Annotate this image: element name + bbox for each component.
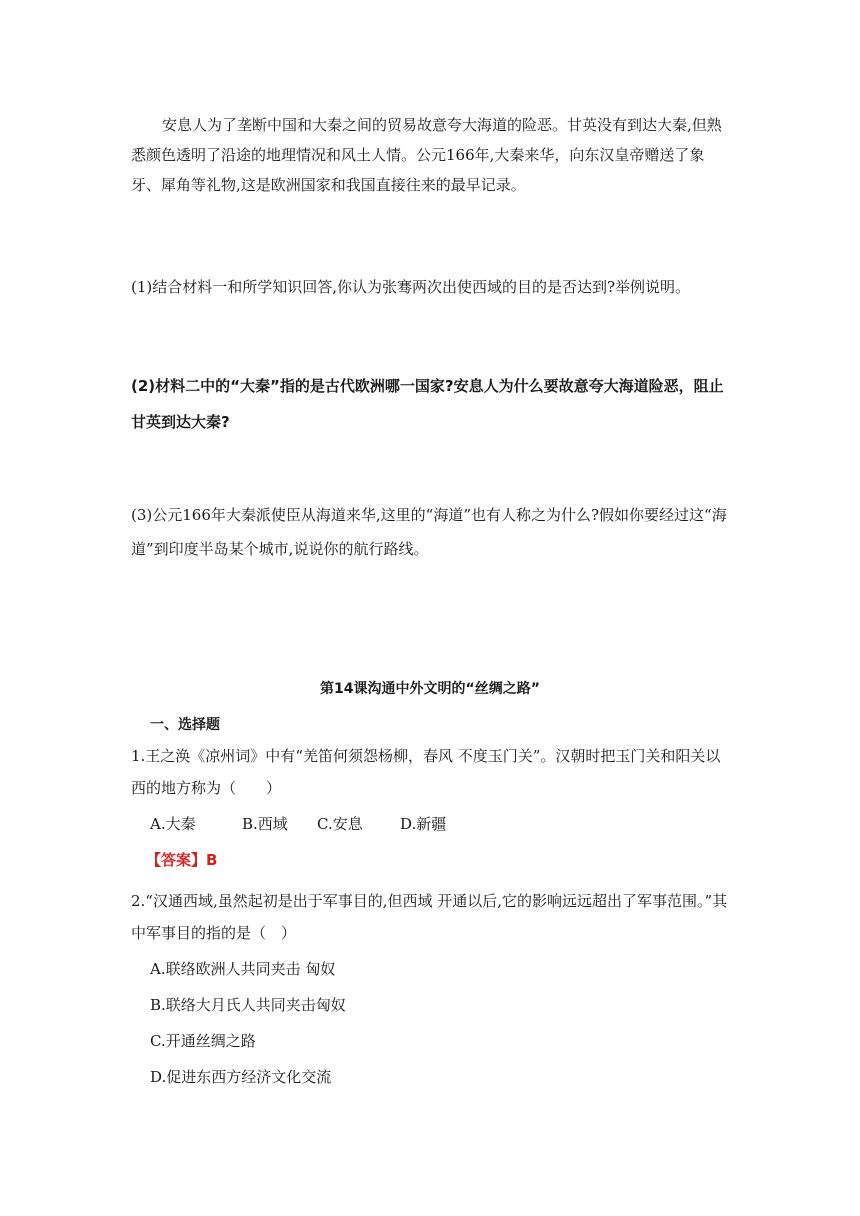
mc2-option-d: D.促进东西方经济文化交流	[150, 1068, 332, 1086]
mc1-answer: 【答案】B	[146, 851, 218, 869]
mc1-option-a: A.大秦	[150, 815, 196, 833]
question-3: (3)公元166年大秦派使臣从海道来华,这里的“海道”也有人称之为什么?假如你要经过这“海道”到印度半岛某个城市,说说你的航行路线。	[131, 506, 727, 558]
question-1: (1)结合材料一和所学知识回答,你认为张骞两次出使西域的目的是否达到?举例说明。	[131, 278, 691, 296]
mc1-option-c: C.安息	[317, 815, 363, 833]
material-paragraph: 安息人为了垄断中国和大秦之间的贸易故意夸大海道的险恶。甘英没有到达大秦,但熟悉颜色透明了沿途的地理情况和风土人情。公元166年,大秦来华，向东汉皇帝赠送了象牙、犀角等礼物,这是欧洲国家和我国直接往来的最早记录。	[131, 116, 722, 194]
mc1-stem: 1.王之涣《凉州词》中有“羌笛何须怨杨柳，春风 不度玉门关”。汉朝时把玉门关和阳关以西的地方称为（ ）	[131, 747, 721, 797]
question-2: (2)材料二中的“大秦”指的是古代欧洲哪一国家?安息人为什么要故意夸大海道险恶，阻止甘英到达大秦?	[131, 377, 724, 431]
lesson-title: 第14课沟通中外文明的“丝绸之路”	[320, 681, 540, 697]
mc2-stem: 2.“汉通西域,虽然起初是出于军事目的,但西域 开通以后,它的影响远远超出了军事范围。”其中军事目的指的是（ ）	[131, 892, 728, 942]
mc2-option-b: B.联络大月氏人共同夹击匈奴	[150, 996, 346, 1014]
mc1-options	[150, 813, 446, 834]
mc1-option-d: D.新疆	[400, 815, 447, 833]
mc1-option-b: B.西域	[242, 815, 288, 833]
section-heading: 一、选择题	[150, 717, 220, 733]
mc2-option-a: A.联络欧洲人共同夹击 匈奴	[150, 960, 336, 978]
mc2-option-c: C.开通丝绸之路	[150, 1032, 256, 1050]
